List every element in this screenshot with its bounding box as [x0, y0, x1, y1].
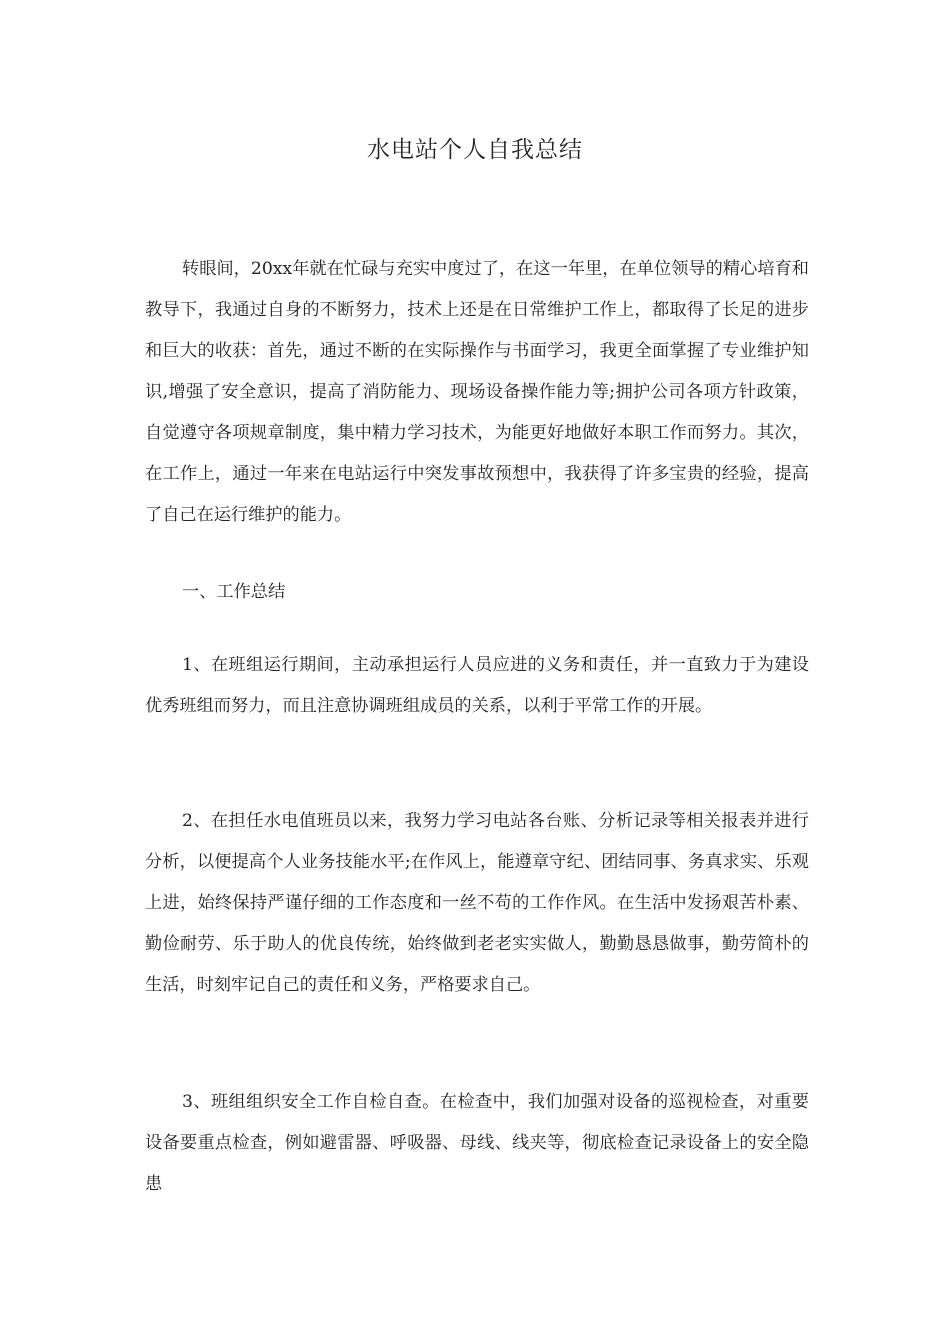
- list-item-1: 1、在班组运行期间，主动承担运行人员应进的义务和责任，并一直致力于为建设优秀班组而努力，而且注意协调班组成员的关系，以利于平常工作的开展。: [145, 655, 809, 716]
- document-title: 水电站个人自我总结: [367, 137, 583, 163]
- list-item-3: 3、班组组织安全工作自检自查。在检查中，我们加强对设备的巡视检查，对重要设备要重点检查，例如避雷器、呼吸器、母线、线夹等，彻底检查记录设备上的安全隐患: [145, 1092, 809, 1194]
- intro-paragraph: 转眼间，20xx年就在忙碌与充实中度过了，在这一年里，在单位领导的精心培育和教导下，我通过自身的不断努力，技术上还是在日常维护工作上，都取得了长足的进步和巨大的收获：首先，通过不断的在实际操作与书面学习，我更全面掌握了专业维护知识,增强了安全意识，提高了消防能力、现场设备操作能力等;拥护公司各项方针政策，自觉遵守各项规章制度，集中精力学习技术，为能更好地做好本职工作而努力。其次，在工作上，通过一年来在电站运行中突发事故预想中，我获得了许多宝贵的经验，提高了自己在运行维护的能力。: [145, 259, 809, 525]
- list-item-2: 2、在担任水电值班员以来，我努力学习电站各台账、分析记录等相关报表并进行分析，以便提高个人业务技能水平;在作风上，能遵章守纪、团结同事、务真求实、乐观上进，始终保持严谨仔细的工作态度和一丝不苟的工作作风。在生活中发扬艰苦朴素、勤俭耐劳、乐于助人的优良传统，始终做到老老实实做人，勤勤恳恳做事，勤劳简朴的生活，时刻牢记自己的责任和义务，严格要求自己。: [145, 811, 809, 995]
- section-heading: 一、工作总结: [182, 582, 286, 602]
